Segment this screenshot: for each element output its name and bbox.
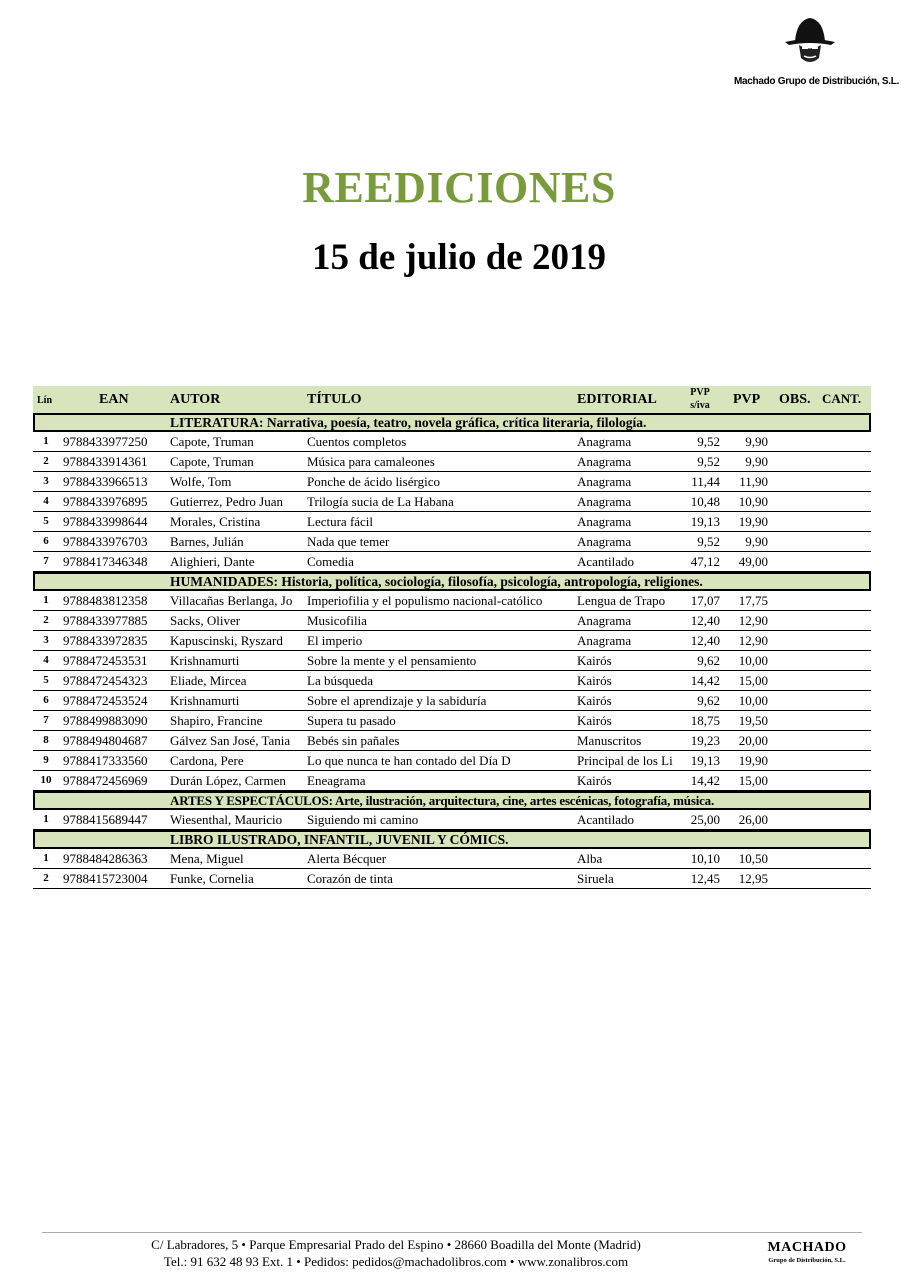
cell-lin: 3 [43, 475, 49, 487]
cell-ean: 9788484286363 [63, 851, 148, 866]
cell-editorial: Anagrama [577, 434, 632, 449]
cell-titulo: Ponche de ácido lisérgico [307, 474, 440, 489]
cell-ean: 9788433998644 [63, 514, 148, 529]
cell-pvp: 15,00 [738, 773, 768, 788]
cell-ean: 9788494804687 [63, 733, 148, 748]
cell-pvp-siva: 12,40 [690, 613, 720, 628]
cell-ean: 9788499883090 [63, 713, 148, 728]
cell-lin: 2 [43, 455, 49, 467]
table-row [33, 691, 871, 711]
cell-ean: 9788472453531 [63, 653, 148, 668]
books-table [33, 386, 871, 889]
category-row [33, 830, 871, 849]
cell-editorial: Kairós [577, 673, 612, 688]
table-row [33, 751, 871, 771]
cell-pvp-siva: 14,42 [690, 773, 720, 788]
cell-pvp-siva: 12,45 [690, 871, 720, 886]
table-row [33, 711, 871, 731]
cell-pvp: 19,50 [738, 713, 768, 728]
cell-pvp-siva: 12,40 [690, 633, 720, 648]
cell-titulo: El imperio [307, 633, 363, 648]
cell-pvp-siva: 9,52 [697, 434, 720, 449]
cell-ean: 9788472456969 [63, 773, 148, 788]
cell-titulo: Cuentos completos [307, 434, 407, 449]
cell-editorial: Anagrama [577, 613, 632, 628]
cell-ean: 9788433914361 [63, 454, 148, 469]
cell-lin: 4 [43, 654, 49, 666]
cell-lin: 5 [43, 674, 49, 686]
cell-pvp-siva: 17,07 [690, 593, 720, 608]
cell-autor: Cardona, Pere [170, 753, 244, 768]
cell-lin: 6 [43, 694, 49, 706]
cell-pvp: 49,00 [738, 554, 768, 569]
cell-pvp-siva: 18,75 [690, 713, 720, 728]
cell-editorial: Anagrama [577, 534, 632, 549]
cell-pvp-siva: 47,12 [690, 554, 720, 569]
table-header [33, 386, 871, 413]
page-title: REEDICIONES [302, 163, 616, 212]
cell-editorial: Principal de los Li [577, 753, 673, 768]
table-row [33, 492, 871, 512]
cell-autor: Villacañas Berlanga, Jo [170, 593, 293, 608]
cell-editorial: Manuscritos [577, 733, 642, 748]
cell-pvp: 15,00 [738, 673, 768, 688]
cell-titulo: Bebés sin pañales [307, 733, 400, 748]
cell-ean: 9788433977250 [63, 434, 148, 449]
cell-editorial: Kairós [577, 713, 612, 728]
cell-pvp-siva: 9,62 [697, 693, 720, 708]
cell-titulo: Comedia [307, 554, 354, 569]
cell-titulo: Corazón de tinta [307, 871, 393, 886]
cell-pvp: 20,00 [738, 733, 768, 748]
cell-pvp: 12,95 [738, 871, 768, 886]
cell-autor: Mena, Miguel [170, 851, 244, 866]
cell-editorial: Siruela [577, 871, 614, 886]
cell-pvp: 26,00 [738, 812, 768, 827]
cell-pvp-siva: 11,44 [691, 474, 720, 489]
cell-ean: 9788417346348 [63, 554, 148, 569]
cell-autor: Krishnamurti [170, 653, 240, 668]
cell-autor: Barnes, Julián [170, 534, 244, 549]
cell-editorial: Acantilado [577, 812, 635, 827]
cell-titulo: Lectura fácil [307, 514, 374, 529]
cell-titulo: La búsqueda [307, 673, 374, 688]
cell-pvp: 19,90 [738, 514, 768, 529]
cell-autor: Funke, Cornelia [170, 871, 254, 886]
cell-pvp: 10,90 [738, 494, 768, 509]
cell-titulo: Lo que nunca te han contado del Día D [307, 753, 511, 768]
category-label: ARTES Y ESPECTÁCULOS: Arte, ilustración, arquitectura, cine, artes escénicas, fotografía, música. [170, 793, 715, 808]
hat-man-icon [779, 12, 841, 74]
table-row [33, 631, 871, 651]
cell-ean: 9788433972835 [63, 633, 148, 648]
table-row [33, 432, 871, 452]
cell-lin: 1 [43, 852, 49, 864]
cell-autor: Shapiro, Francine [170, 713, 263, 728]
cell-titulo: Sobre la mente y el pensamiento [307, 653, 477, 668]
cell-titulo: Trilogía sucia de La Habana [307, 494, 454, 509]
company-logo [734, 12, 900, 92]
header-lin: Lín [37, 395, 53, 406]
cell-pvp-siva: 9,62 [697, 653, 720, 668]
table-row [33, 671, 871, 691]
cell-ean: 9788483812358 [63, 593, 148, 608]
cell-autor: Gutierrez, Pedro Juan [170, 494, 283, 509]
cell-ean: 9788472454323 [63, 673, 148, 688]
footer-brand-name: MACHADO [767, 1240, 847, 1255]
footer-line2: Tel.: 91 632 48 93 Ext. 1 • Pedidos: pedidos@machadolibros.com • www.zonalibros.com [163, 1254, 629, 1269]
header-pvp: PVP [733, 392, 761, 407]
cell-autor: Eliade, Mircea [170, 673, 247, 688]
cell-lin: 1 [43, 435, 49, 447]
table-row [33, 869, 871, 889]
cell-ean: 9788472453524 [63, 693, 148, 708]
cell-editorial: Lengua de Trapo [577, 593, 666, 608]
cell-lin: 6 [43, 535, 49, 547]
cell-titulo: Imperiofilia y el populismo nacional-católico [307, 593, 543, 608]
header-titulo: TÍTULO [307, 392, 362, 407]
cell-editorial: Kairós [577, 773, 612, 788]
cell-editorial: Anagrama [577, 474, 632, 489]
cell-titulo: Musicofilia [307, 613, 367, 628]
header-pvp-siva-line1: PVP [690, 387, 710, 398]
table-row [33, 472, 871, 492]
cell-autor: Wiesenthal, Mauricio [170, 812, 283, 827]
cell-editorial: Kairós [577, 653, 612, 668]
cell-lin: 2 [43, 614, 49, 626]
category-label: HUMANIDADES: Historia, política, sociología, filosofía, psicología, antropología, religiones. [170, 574, 703, 589]
category-label: LIBRO ILUSTRADO, INFANTIL, JUVENIL Y CÓMICS. [170, 832, 509, 847]
cell-pvp: 9,90 [745, 454, 768, 469]
cell-autor: Capote, Truman [170, 454, 254, 469]
cell-pvp: 10,00 [738, 693, 768, 708]
cell-pvp: 12,90 [738, 633, 768, 648]
table-body [33, 413, 871, 889]
logo-company-name: Machado Grupo de Distribución, S.L. [734, 76, 900, 87]
footer-address [0, 1236, 792, 1270]
cell-pvp-siva: 9,52 [697, 534, 720, 549]
cell-titulo: Alerta Bécquer [307, 851, 387, 866]
table-row [33, 591, 871, 611]
cell-ean: 9788417333560 [63, 753, 148, 768]
cell-pvp: 19,90 [738, 753, 768, 768]
cell-pvp: 17,75 [738, 593, 768, 608]
cell-lin: 10 [40, 774, 52, 786]
cell-ean: 9788433977885 [63, 613, 148, 628]
cell-titulo: Eneagrama [307, 773, 366, 788]
cell-lin: 3 [43, 634, 49, 646]
cell-autor: Krishnamurti [170, 693, 240, 708]
cell-autor: Alighieri, Dante [170, 554, 255, 569]
cell-autor: Kapuscinski, Ryszard [170, 633, 283, 648]
cell-pvp-siva: 14,42 [690, 673, 720, 688]
cell-editorial: Anagrama [577, 454, 632, 469]
footer-line1: C/ Labradores, 5 • Parque Empresarial Prado del Espino • 28660 Boadilla del Monte (Madrid) [151, 1237, 641, 1252]
cell-lin: 1 [43, 813, 49, 825]
cell-pvp: 11,90 [739, 474, 768, 489]
cell-autor: Wolfe, Tom [170, 474, 232, 489]
cell-ean: 9788433976703 [63, 534, 148, 549]
table-row [33, 771, 871, 791]
table-row [33, 452, 871, 472]
cell-pvp-siva: 19,13 [690, 753, 720, 768]
cell-titulo: Supera tu pasado [307, 713, 396, 728]
table-row [33, 651, 871, 671]
cell-pvp: 9,90 [745, 434, 768, 449]
table-row [33, 810, 871, 830]
table-row [33, 849, 871, 869]
cell-autor: Morales, Cristina [170, 514, 261, 529]
cell-titulo: Música para camaleones [307, 454, 435, 469]
cell-pvp-siva: 19,13 [690, 514, 720, 529]
cell-pvp: 9,90 [745, 534, 768, 549]
header-pvp-siva-line2: s/iva [690, 400, 710, 411]
cell-editorial: Acantilado [577, 554, 635, 569]
cell-lin: 8 [43, 734, 49, 746]
header-pvp-siva [685, 386, 715, 412]
cell-editorial: Anagrama [577, 494, 632, 509]
cell-lin: 7 [43, 555, 49, 567]
cell-ean: 9788415689447 [63, 812, 148, 827]
cell-autor: Capote, Truman [170, 434, 254, 449]
cell-pvp-siva: 9,52 [697, 454, 720, 469]
cell-titulo: Siguiendo mi camino [307, 812, 419, 827]
cell-pvp-siva: 25,00 [690, 812, 720, 827]
cell-editorial: Anagrama [577, 514, 632, 529]
cell-editorial: Alba [577, 851, 603, 866]
cell-pvp: 12,90 [738, 613, 768, 628]
header-autor: AUTOR [170, 392, 221, 407]
cell-lin: 4 [43, 495, 49, 507]
cell-autor: Sacks, Oliver [170, 613, 241, 628]
cell-editorial: Kairós [577, 693, 612, 708]
category-row [33, 572, 871, 591]
cell-lin: 5 [43, 515, 49, 527]
cell-lin: 1 [43, 594, 49, 606]
header-editorial: EDITORIAL [577, 392, 657, 407]
cell-lin: 7 [43, 714, 49, 726]
footer-divider [42, 1232, 862, 1233]
cell-ean: 9788433976895 [63, 494, 148, 509]
cell-titulo: Sobre el aprendizaje y la sabiduría [307, 693, 487, 708]
header-ean: EAN [99, 392, 129, 407]
cell-ean: 9788433966513 [63, 474, 148, 489]
cell-ean: 9788415723004 [63, 871, 148, 886]
cell-pvp-siva: 10,48 [690, 494, 720, 509]
table-row [33, 731, 871, 751]
cell-pvp: 10,50 [738, 851, 768, 866]
category-row [33, 791, 871, 810]
table-row [33, 532, 871, 552]
category-row [33, 413, 871, 432]
cell-autor: Durán López, Carmen [170, 773, 286, 788]
table-row [33, 512, 871, 532]
cell-titulo: Nada que temer [307, 534, 390, 549]
cell-lin: 9 [43, 754, 49, 766]
table-row [33, 611, 871, 631]
page-date: 15 de julio de 2019 [312, 237, 606, 278]
header-cant: CANT. [822, 391, 862, 406]
footer-brand [752, 1240, 862, 1264]
cell-pvp: 10,00 [738, 653, 768, 668]
cell-lin: 2 [43, 872, 49, 884]
category-label: LITERATURA: Narrativa, poesía, teatro, novela gráfica, crítica literaria, filología. [170, 415, 647, 430]
cell-pvp-siva: 19,23 [690, 733, 720, 748]
cell-editorial: Anagrama [577, 633, 632, 648]
header-obs: OBS. [779, 392, 811, 407]
footer-brand-sub: Grupo de Distribución, S.L. [768, 1257, 846, 1264]
cell-autor: Gálvez San José, Tania [170, 733, 291, 748]
cell-pvp-siva: 10,10 [690, 851, 720, 866]
table-row [33, 552, 871, 572]
